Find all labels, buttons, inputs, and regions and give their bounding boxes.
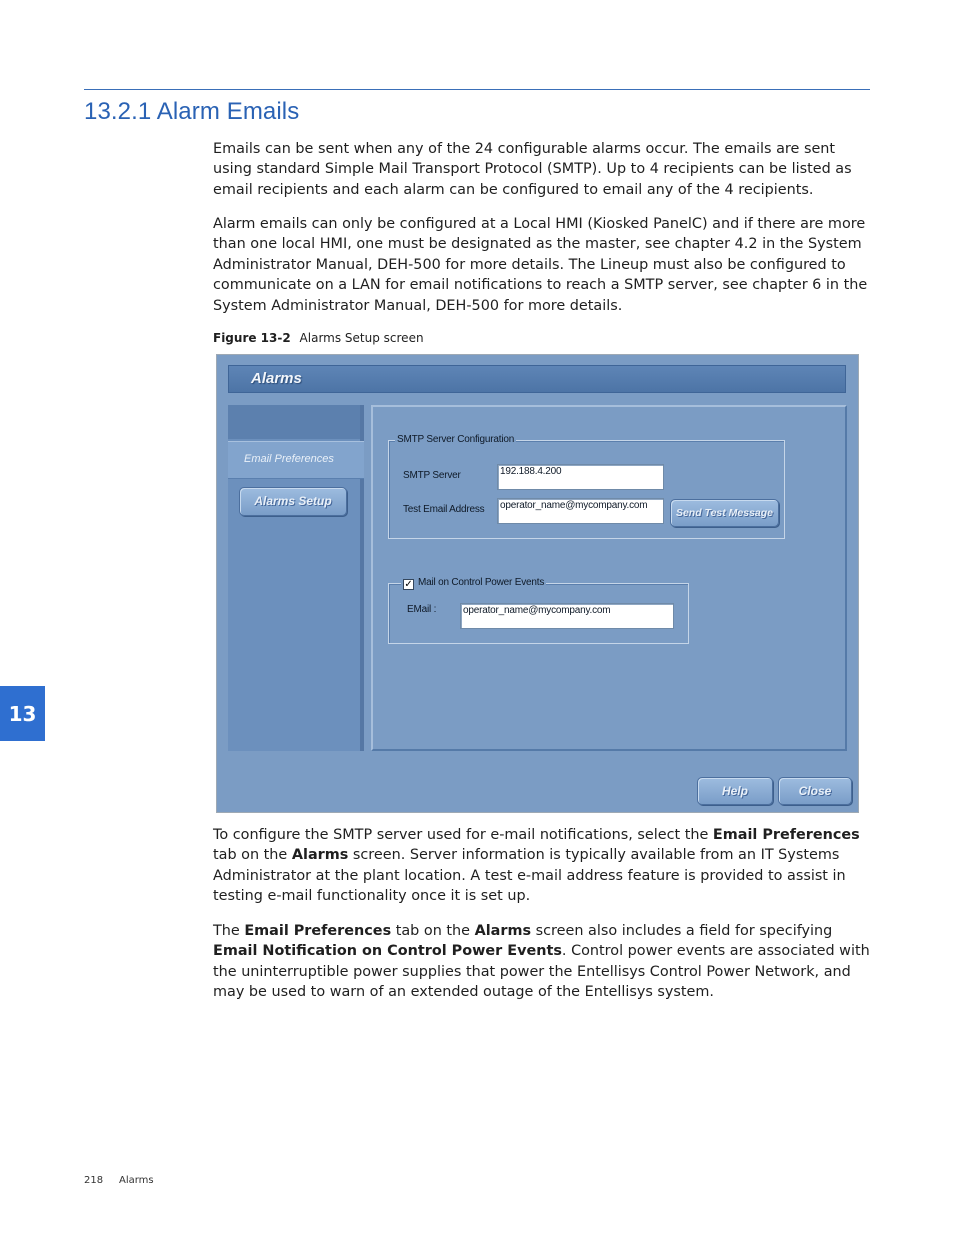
figure-number: Figure 13-2 bbox=[213, 331, 291, 345]
tab-email-preferences[interactable] bbox=[228, 441, 364, 479]
p3-bold-email-preferences: Email Preferences bbox=[712, 827, 860, 843]
footer-chapter-name: Alarms bbox=[119, 1175, 154, 1186]
paragraph-config: Alarm emails can only be configured at a Local HMI (Kiosked PanelC) and if there are more than one local HMI, one must be designated as the master, see chapter 4.2 in the System Administrator Manual, DEH-500 for more details. The Lineup must also be configured to communicate on a LAN for email notifications to reach a SMTP server, see chapter 6 in the System Administrator Manual, DEH-500 for more details. bbox=[213, 216, 868, 314]
p4-bold-alarms: Alarms bbox=[474, 923, 532, 939]
alarms-setup-button[interactable]: Alarms Setup bbox=[239, 487, 347, 516]
send-test-message-button[interactable]: Send Test Message bbox=[670, 499, 779, 527]
p4-text-4: . Control power events are associated with the uninterruptible power supplies that power the Entellisys Control Power Network, and may be used to warn of an extended outage of the Entellisys system. bbox=[213, 943, 870, 1001]
alarms-screenshot bbox=[216, 354, 859, 813]
p4-text-1: The bbox=[213, 923, 245, 939]
mail-on-power-events-checkbox[interactable]: ✓ bbox=[404, 579, 413, 590]
smtp-group-legend: SMTP Server Configuration bbox=[397, 434, 515, 445]
email-preferences-panel bbox=[371, 405, 847, 751]
power-events-email-input[interactable]: operator_name@mycompany.com bbox=[460, 603, 674, 629]
help-button[interactable]: Help bbox=[697, 777, 773, 805]
page-number: 218 bbox=[84, 1175, 104, 1186]
section-title: 13.2.1 Alarm Emails bbox=[84, 98, 300, 125]
paragraph-intro: Emails can be sent when any of the 24 configurable alarms occur. The emails are sent using standard Simple Mail Transport Protocol (SMTP). Up to 4 recipients can be listed as email recipients and each alarm can be configured to email any of the 4 recipients. bbox=[213, 141, 852, 198]
p3-bold-alarms: Alarms bbox=[291, 847, 349, 864]
window-title: Alarms bbox=[251, 370, 302, 387]
control-power-group bbox=[388, 577, 689, 644]
smtp-server-input[interactable]: 192.188.4.200 bbox=[497, 464, 664, 490]
p4-bold-email-notification: Email Notification on Control Power Events bbox=[213, 943, 562, 960]
p3-text-1: To configure the SMTP server used for e-mail notifications, select the bbox=[213, 827, 713, 843]
p4-bold-email-preferences: Email Preferences bbox=[244, 923, 392, 939]
test-email-input[interactable]: operator_name@mycompany.com bbox=[497, 498, 664, 524]
p3-text-3: screen. Server information is typically available from an IT Systems Administrator at the plant location. A test e-mail address feature is provided to assist in testing e-mail functionality once it is set up. bbox=[213, 847, 846, 905]
power-group-legend: Mail on Control Power Events bbox=[418, 577, 545, 588]
p4-text-2: tab on the bbox=[391, 923, 475, 939]
power-group-legend-wrap bbox=[401, 577, 546, 590]
figure-caption bbox=[213, 331, 424, 345]
window-title-bar bbox=[228, 365, 846, 393]
test-email-label: Test Email Address bbox=[403, 504, 485, 515]
email-label: EMail : bbox=[407, 604, 437, 615]
tab-email-preferences-label: Email Preferences bbox=[244, 453, 334, 465]
smtp-server-label: SMTP Server bbox=[403, 470, 461, 481]
paragraph-power-events bbox=[213, 921, 873, 1003]
p4-text-3: screen also includes a field for specifying bbox=[531, 923, 833, 939]
paragraph-smtp-instructions bbox=[213, 825, 873, 907]
close-button[interactable]: Close bbox=[778, 777, 852, 805]
figure-caption-text: Alarms Setup screen bbox=[299, 331, 424, 345]
p3-text-2: tab on the bbox=[213, 847, 292, 864]
header-rule bbox=[84, 89, 870, 90]
smtp-server-group bbox=[388, 434, 785, 539]
chapter-tab: 13 bbox=[0, 686, 45, 741]
left-panel-header bbox=[228, 405, 360, 439]
